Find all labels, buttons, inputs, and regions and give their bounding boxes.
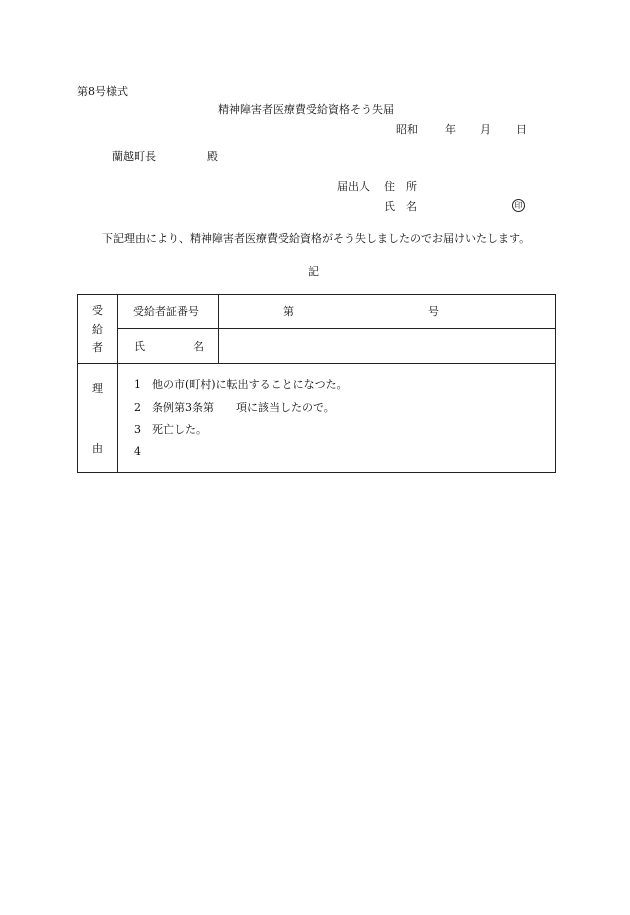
form-title: 精神障害者医療費受給資格そう失届 xyxy=(218,103,394,116)
reason-text: 死亡した。 xyxy=(152,423,207,436)
seal-mark: 印 xyxy=(512,199,525,212)
recipient-header-char: 者 xyxy=(92,341,103,354)
cert-number-go: 号 xyxy=(428,305,439,318)
statement-text: 下記理由により、精神障害者医療費受給資格がそう失しましたのでお届けいたします。 xyxy=(102,232,531,245)
reason-text: 他の市(町村)に転出することになつた。 xyxy=(152,378,348,391)
applicant-label: 届出人 xyxy=(337,180,370,193)
date-year: 年 xyxy=(445,123,456,136)
reason-number: 2 xyxy=(134,401,141,414)
reason-header-char: 由 xyxy=(92,442,103,455)
table-divider xyxy=(117,328,556,329)
name-label: 氏 xyxy=(134,340,145,353)
name-label: 名 xyxy=(193,340,204,353)
recipient-header-char: 受 xyxy=(92,304,103,317)
table-divider xyxy=(117,294,118,473)
ki-heading: 記 xyxy=(308,265,319,278)
reason-number: 4 xyxy=(134,445,141,458)
reason-number: 3 xyxy=(134,423,141,436)
date-era: 昭和 xyxy=(396,123,418,136)
reason-number: 1 xyxy=(134,378,141,391)
date-month: 月 xyxy=(480,123,491,136)
form-number: 第8号様式 xyxy=(77,85,128,98)
applicant-address-label: 住 所 xyxy=(384,180,417,193)
addressee-name: 蘭越町長 xyxy=(112,150,156,163)
table-divider xyxy=(77,363,556,364)
date-day: 日 xyxy=(516,123,527,136)
cert-number-dai: 第 xyxy=(283,305,294,318)
applicant-name-label: 氏 名 xyxy=(384,200,417,213)
recipient-header-char: 給 xyxy=(92,323,103,336)
cert-number-label: 受給者証番号 xyxy=(133,305,199,318)
reason-header-char: 理 xyxy=(92,382,103,395)
addressee-honorific: 殿 xyxy=(207,150,218,163)
reason-text: 条例第3条第 項に該当したので。 xyxy=(152,401,335,414)
